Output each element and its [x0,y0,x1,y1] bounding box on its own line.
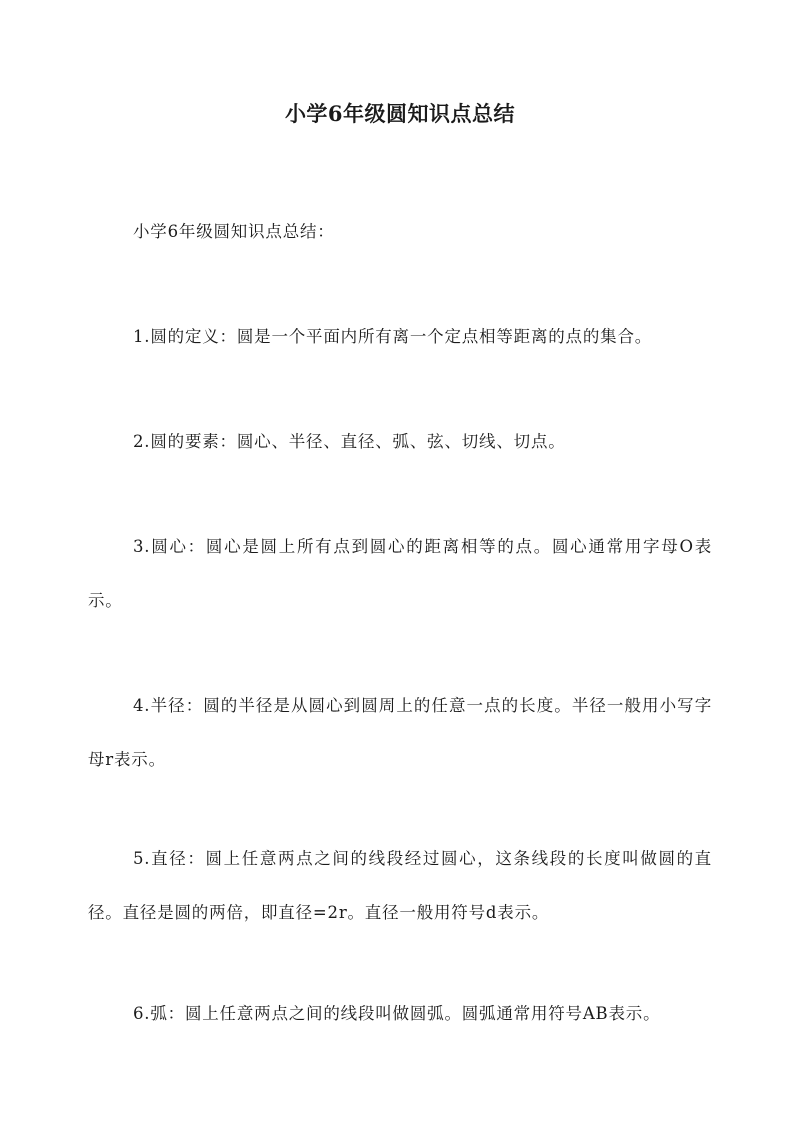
paragraph-circle-definition: 1.圆的定义：圆是一个平面内所有离一个定点相等距离的点的集合。 [133,327,653,346]
document-title: 小学6年级圆知识点总结 [284,101,516,126]
paragraph-radius: 4.半径：圆的半径是从圆心到圆周上的任意一点的长度。半径一般用小写字母r表示。 [88,696,712,769]
intro-paragraph: 小学6年级圆知识点总结： [133,222,335,241]
paragraph-arc: 6.弧：圆上任意两点之间的线段叫做圆弧。圆弧通常用符号AB表示。 [133,1004,661,1023]
paragraph-diameter: 5.直径：圆上任意两点之间的线段经过圆心，这条线段的长度叫做圆的直径。直径是圆的两倍，即直径=2r。直径一般用符号d表示。 [88,849,712,922]
paragraph-center: 3.圆心：圆心是圆上所有点到圆心的距离相等的点。圆心通常用字母O表示。 [88,537,712,610]
paragraph-circle-elements: 2.圆的要素：圆心、半径、直径、弧、弦、切线、切点。 [133,432,566,451]
